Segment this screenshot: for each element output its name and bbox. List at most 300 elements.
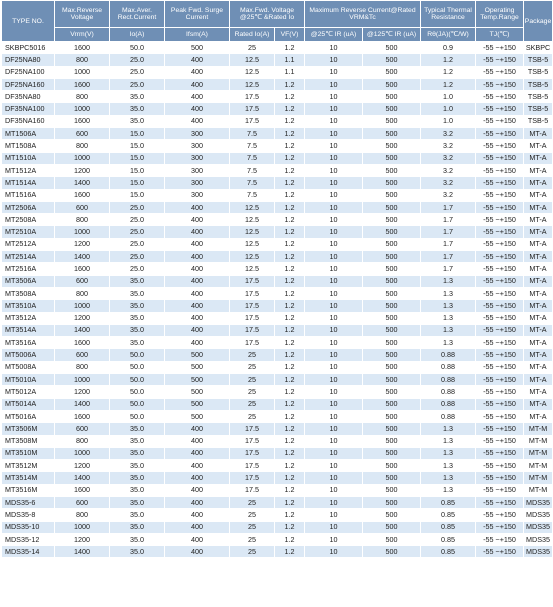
cell-vf: 1.2 (275, 521, 305, 533)
cell-rth: 3.2 (421, 177, 476, 189)
table-row (2, 42, 553, 54)
cell-ir25: 10 (305, 115, 363, 127)
cell-rth: 0.85 (421, 546, 476, 558)
cell-vrrm: 1400 (55, 472, 110, 484)
cell-io: 15.0 (110, 164, 165, 176)
cell-ir25: 10 (305, 140, 363, 152)
cell-package: MT-A (524, 128, 553, 140)
cell-ir25: 10 (305, 275, 363, 287)
cell-ir25: 10 (305, 374, 363, 386)
cell-rth: 0.9 (421, 42, 476, 54)
cell-io: 15.0 (110, 140, 165, 152)
table-row (2, 66, 553, 78)
cell-ir125: 500 (363, 91, 421, 103)
cell-rth: 0.88 (421, 410, 476, 422)
cell-type-no: MT2506A (2, 201, 55, 213)
cell-vf: 1.2 (275, 484, 305, 496)
cell-tj: -55 ~+150 (476, 312, 524, 324)
cell-rth: 1.7 (421, 238, 476, 250)
cell-type-no: MT1512A (2, 164, 55, 176)
table-row (2, 226, 553, 238)
cell-ir125: 500 (363, 128, 421, 140)
cell-tj: -55 ~+150 (476, 66, 524, 78)
cell-tj: -55 ~+150 (476, 189, 524, 201)
cell-ir125: 500 (363, 361, 421, 373)
cell-type-no: MT3514M (2, 472, 55, 484)
cell-ir125: 500 (363, 238, 421, 250)
cell-type-no: SKBPC5016 (2, 42, 55, 54)
cell-rth: 1.3 (421, 484, 476, 496)
cell-vf: 1.2 (275, 496, 305, 508)
cell-ifsm: 400 (165, 521, 230, 533)
cell-vf: 1.2 (275, 509, 305, 521)
cell-rth: 1.7 (421, 251, 476, 263)
cell-rated-io: 25 (230, 410, 275, 422)
cell-package: MT-A (524, 164, 553, 176)
header-max-aver-rect-current: Max.Aver. Rect.Current (110, 1, 165, 28)
cell-ir125: 500 (363, 509, 421, 521)
cell-vf: 1.2 (275, 78, 305, 90)
cell-ifsm: 400 (165, 91, 230, 103)
cell-io: 15.0 (110, 152, 165, 164)
cell-ir125: 500 (363, 275, 421, 287)
cell-io: 15.0 (110, 128, 165, 140)
table-row (2, 214, 553, 226)
cell-type-no: MT3506A (2, 275, 55, 287)
cell-io: 50.0 (110, 398, 165, 410)
cell-ir25: 10 (305, 238, 363, 250)
cell-ifsm: 400 (165, 509, 230, 521)
cell-ifsm: 400 (165, 484, 230, 496)
cell-vf: 1.2 (275, 300, 305, 312)
cell-vf: 1.2 (275, 337, 305, 349)
cell-package: MT-A (524, 361, 553, 373)
cell-rth: 0.85 (421, 509, 476, 521)
cell-ifsm: 300 (165, 152, 230, 164)
table-row (2, 423, 553, 435)
cell-type-no: MT5012A (2, 386, 55, 398)
cell-tj: -55 ~+150 (476, 226, 524, 238)
cell-package: MDS35 (524, 496, 553, 508)
cell-ifsm: 400 (165, 447, 230, 459)
cell-ir125: 500 (363, 251, 421, 263)
cell-rated-io: 12.5 (230, 238, 275, 250)
cell-ir25: 10 (305, 496, 363, 508)
cell-vf: 1.1 (275, 54, 305, 66)
cell-rth: 1.3 (421, 312, 476, 324)
cell-io: 25.0 (110, 226, 165, 238)
cell-io: 50.0 (110, 361, 165, 373)
cell-package: MT-A (524, 300, 553, 312)
cell-type-no: MDS35-14 (2, 546, 55, 558)
cell-io: 25.0 (110, 263, 165, 275)
cell-rated-io: 12.5 (230, 54, 275, 66)
cell-ir25: 10 (305, 226, 363, 238)
cell-vf: 1.2 (275, 374, 305, 386)
cell-type-no: MT3508M (2, 435, 55, 447)
cell-io: 35.0 (110, 521, 165, 533)
cell-ir125: 500 (363, 447, 421, 459)
cell-vrrm: 1000 (55, 66, 110, 78)
cell-vf: 1.2 (275, 472, 305, 484)
cell-io: 35.0 (110, 275, 165, 287)
cell-io: 35.0 (110, 460, 165, 472)
cell-ir125: 500 (363, 435, 421, 447)
cell-ifsm: 400 (165, 251, 230, 263)
cell-rated-io: 25 (230, 398, 275, 410)
cell-package: MT-A (524, 349, 553, 361)
diode-spec-table (1, 0, 553, 558)
cell-ifsm: 400 (165, 533, 230, 545)
table-row (2, 177, 553, 189)
cell-rth: 0.88 (421, 374, 476, 386)
cell-ifsm: 400 (165, 115, 230, 127)
cell-package: MT-M (524, 472, 553, 484)
cell-ifsm: 300 (165, 128, 230, 140)
cell-ir25: 10 (305, 91, 363, 103)
cell-ir125: 500 (363, 472, 421, 484)
cell-rth: 1.2 (421, 66, 476, 78)
cell-vrrm: 1400 (55, 546, 110, 558)
cell-package: TSB-5 (524, 78, 553, 90)
cell-ifsm: 400 (165, 54, 230, 66)
cell-rated-io: 7.5 (230, 128, 275, 140)
cell-rth: 1.0 (421, 91, 476, 103)
cell-ir25: 10 (305, 152, 363, 164)
cell-package: TSB-5 (524, 54, 553, 66)
cell-rated-io: 17.5 (230, 460, 275, 472)
cell-tj: -55 ~+150 (476, 423, 524, 435)
cell-rated-io: 17.5 (230, 472, 275, 484)
cell-ir125: 500 (363, 521, 421, 533)
table-row (2, 91, 553, 103)
cell-type-no: MT2510A (2, 226, 55, 238)
table-row (2, 496, 553, 508)
cell-ir125: 500 (363, 152, 421, 164)
unit-rth: Rθ(JA)(℃/W) (421, 28, 476, 42)
cell-io: 35.0 (110, 287, 165, 299)
cell-package: MT-A (524, 226, 553, 238)
cell-rated-io: 25 (230, 521, 275, 533)
cell-ifsm: 500 (165, 386, 230, 398)
cell-type-no: DF35NA160 (2, 115, 55, 127)
cell-vrrm: 1400 (55, 177, 110, 189)
cell-rth: 0.88 (421, 398, 476, 410)
cell-ir125: 500 (363, 423, 421, 435)
cell-rth: 1.0 (421, 115, 476, 127)
cell-tj: -55 ~+150 (476, 509, 524, 521)
cell-rated-io: 12.5 (230, 226, 275, 238)
cell-ifsm: 400 (165, 435, 230, 447)
cell-io: 35.0 (110, 103, 165, 115)
cell-ir25: 10 (305, 521, 363, 533)
cell-vrrm: 1400 (55, 398, 110, 410)
header-thermal-resistance: Typical Thermal Resistance (421, 1, 476, 28)
cell-package: MT-M (524, 447, 553, 459)
cell-tj: -55 ~+150 (476, 496, 524, 508)
cell-package: MT-A (524, 312, 553, 324)
cell-io: 35.0 (110, 533, 165, 545)
cell-rth: 1.3 (421, 472, 476, 484)
cell-vrrm: 1400 (55, 251, 110, 263)
cell-vf: 1.2 (275, 128, 305, 140)
cell-io: 25.0 (110, 238, 165, 250)
cell-rth: 0.88 (421, 361, 476, 373)
cell-ifsm: 400 (165, 472, 230, 484)
cell-type-no: MDS35-6 (2, 496, 55, 508)
cell-ir25: 10 (305, 398, 363, 410)
cell-ir125: 500 (363, 496, 421, 508)
cell-vf: 1.1 (275, 66, 305, 78)
table-row (2, 103, 553, 115)
table-row (2, 521, 553, 533)
table-row (2, 189, 553, 201)
cell-tj: -55 ~+150 (476, 251, 524, 263)
cell-ifsm: 500 (165, 42, 230, 54)
cell-vrrm: 1600 (55, 484, 110, 496)
unit-ir25: @25℃ IR (uA) (305, 28, 363, 42)
cell-rth: 0.88 (421, 349, 476, 361)
cell-io: 35.0 (110, 509, 165, 521)
cell-tj: -55 ~+150 (476, 447, 524, 459)
cell-rated-io: 12.5 (230, 214, 275, 226)
cell-vf: 1.2 (275, 312, 305, 324)
cell-io: 35.0 (110, 337, 165, 349)
cell-ifsm: 400 (165, 214, 230, 226)
cell-package: MDS35 (524, 521, 553, 533)
cell-ifsm: 500 (165, 410, 230, 422)
cell-type-no: MT5016A (2, 410, 55, 422)
table-row (2, 54, 553, 66)
cell-vf: 1.2 (275, 226, 305, 238)
cell-ir25: 10 (305, 42, 363, 54)
cell-ir25: 10 (305, 386, 363, 398)
table-row (2, 435, 553, 447)
cell-vrrm: 600 (55, 128, 110, 140)
cell-rated-io: 17.5 (230, 324, 275, 336)
cell-rth: 3.2 (421, 152, 476, 164)
cell-vrrm: 600 (55, 349, 110, 361)
cell-tj: -55 ~+150 (476, 374, 524, 386)
cell-ir125: 500 (363, 312, 421, 324)
cell-package: MT-M (524, 460, 553, 472)
cell-io: 50.0 (110, 42, 165, 54)
cell-tj: -55 ~+150 (476, 140, 524, 152)
cell-rated-io: 12.5 (230, 263, 275, 275)
cell-type-no: MT1510A (2, 152, 55, 164)
cell-tj: -55 ~+150 (476, 78, 524, 90)
cell-ir125: 500 (363, 263, 421, 275)
cell-vf: 1.2 (275, 460, 305, 472)
cell-package: MT-A (524, 374, 553, 386)
cell-rth: 1.3 (421, 460, 476, 472)
cell-rated-io: 17.5 (230, 91, 275, 103)
cell-package: MT-A (524, 238, 553, 250)
cell-vrrm: 1000 (55, 374, 110, 386)
cell-ifsm: 300 (165, 164, 230, 176)
cell-type-no: DF25NA160 (2, 78, 55, 90)
cell-package: MT-M (524, 484, 553, 496)
cell-type-no: MT5010A (2, 374, 55, 386)
cell-package: TSB-5 (524, 91, 553, 103)
cell-ir25: 10 (305, 300, 363, 312)
cell-io: 25.0 (110, 214, 165, 226)
cell-vf: 1.2 (275, 152, 305, 164)
cell-vrrm: 600 (55, 496, 110, 508)
cell-io: 35.0 (110, 312, 165, 324)
cell-type-no: MDS35-10 (2, 521, 55, 533)
cell-ir25: 10 (305, 177, 363, 189)
cell-type-no: MT1516A (2, 189, 55, 201)
cell-type-no: DF25NA100 (2, 66, 55, 78)
cell-tj: -55 ~+150 (476, 386, 524, 398)
cell-rated-io: 25 (230, 509, 275, 521)
cell-rth: 1.7 (421, 263, 476, 275)
cell-ir25: 10 (305, 263, 363, 275)
cell-rth: 1.3 (421, 300, 476, 312)
cell-ifsm: 400 (165, 460, 230, 472)
cell-vrrm: 1000 (55, 300, 110, 312)
cell-tj: -55 ~+150 (476, 103, 524, 115)
cell-io: 35.0 (110, 423, 165, 435)
cell-tj: -55 ~+150 (476, 460, 524, 472)
cell-tj: -55 ~+150 (476, 42, 524, 54)
cell-rated-io: 25 (230, 349, 275, 361)
cell-type-no: MT2516A (2, 263, 55, 275)
cell-type-no: MT3516A (2, 337, 55, 349)
cell-ir25: 10 (305, 410, 363, 422)
cell-type-no: DF25NA80 (2, 54, 55, 66)
cell-type-no: MDS35-8 (2, 509, 55, 521)
cell-ir25: 10 (305, 509, 363, 521)
table-row (2, 140, 553, 152)
cell-rth: 1.2 (421, 78, 476, 90)
cell-package: MT-M (524, 435, 553, 447)
cell-ir125: 500 (363, 201, 421, 213)
cell-io: 25.0 (110, 54, 165, 66)
table-row (2, 251, 553, 263)
table-row (2, 300, 553, 312)
table-row (2, 238, 553, 250)
table-body (2, 42, 553, 558)
header-operating-temp-range: Operating Temp.Range (476, 1, 524, 28)
cell-ir125: 500 (363, 42, 421, 54)
cell-vrrm: 1600 (55, 42, 110, 54)
cell-rth: 1.7 (421, 201, 476, 213)
cell-tj: -55 ~+150 (476, 472, 524, 484)
cell-tj: -55 ~+150 (476, 238, 524, 250)
cell-ir125: 500 (363, 177, 421, 189)
cell-tj: -55 ~+150 (476, 152, 524, 164)
cell-vrrm: 1200 (55, 238, 110, 250)
cell-ifsm: 400 (165, 103, 230, 115)
cell-rated-io: 17.5 (230, 115, 275, 127)
cell-io: 35.0 (110, 496, 165, 508)
cell-vrrm: 1600 (55, 263, 110, 275)
cell-io: 50.0 (110, 374, 165, 386)
cell-type-no: MT1514A (2, 177, 55, 189)
cell-type-no: MT5014A (2, 398, 55, 410)
table-row (2, 546, 553, 558)
cell-vrrm: 800 (55, 91, 110, 103)
table-row (2, 263, 553, 275)
cell-rth: 3.2 (421, 164, 476, 176)
cell-rated-io: 25 (230, 374, 275, 386)
cell-type-no: DF35NA100 (2, 103, 55, 115)
cell-rated-io: 12.5 (230, 66, 275, 78)
cell-tj: -55 ~+150 (476, 484, 524, 496)
table-row (2, 509, 553, 521)
cell-io: 35.0 (110, 435, 165, 447)
cell-rated-io: 17.5 (230, 423, 275, 435)
cell-ir125: 500 (363, 484, 421, 496)
cell-ir125: 500 (363, 337, 421, 349)
cell-rth: 1.7 (421, 226, 476, 238)
cell-io: 50.0 (110, 386, 165, 398)
cell-type-no: MT1508A (2, 140, 55, 152)
cell-rth: 1.3 (421, 337, 476, 349)
cell-io: 35.0 (110, 447, 165, 459)
cell-ir25: 10 (305, 484, 363, 496)
table-row (2, 472, 553, 484)
cell-ir125: 500 (363, 214, 421, 226)
cell-ifsm: 500 (165, 374, 230, 386)
cell-tj: -55 ~+150 (476, 263, 524, 275)
table-row (2, 152, 553, 164)
cell-rth: 1.3 (421, 324, 476, 336)
unit-vf: VF(V) (275, 28, 305, 42)
cell-vrrm: 1000 (55, 103, 110, 115)
table-row (2, 128, 553, 140)
cell-rth: 1.2 (421, 54, 476, 66)
cell-vf: 1.2 (275, 42, 305, 54)
cell-rth: 0.85 (421, 533, 476, 545)
cell-tj: -55 ~+150 (476, 349, 524, 361)
cell-type-no: MT3512M (2, 460, 55, 472)
cell-io: 35.0 (110, 472, 165, 484)
cell-ir25: 10 (305, 312, 363, 324)
table-row (2, 533, 553, 545)
cell-vrrm: 800 (55, 435, 110, 447)
cell-ifsm: 300 (165, 140, 230, 152)
cell-tj: -55 ~+150 (476, 201, 524, 213)
cell-io: 25.0 (110, 66, 165, 78)
cell-rated-io: 17.5 (230, 447, 275, 459)
cell-vf: 1.2 (275, 164, 305, 176)
cell-package: MT-A (524, 201, 553, 213)
cell-rth: 1.3 (421, 275, 476, 287)
cell-rth: 0.85 (421, 521, 476, 533)
cell-vf: 1.2 (275, 115, 305, 127)
cell-type-no: MDS35-12 (2, 533, 55, 545)
cell-vf: 1.2 (275, 533, 305, 545)
cell-vf: 1.2 (275, 324, 305, 336)
cell-ir125: 500 (363, 533, 421, 545)
cell-type-no: MT2508A (2, 214, 55, 226)
cell-ir125: 500 (363, 189, 421, 201)
cell-ir25: 10 (305, 214, 363, 226)
cell-type-no: MT5006A (2, 349, 55, 361)
cell-vf: 1.2 (275, 238, 305, 250)
table-row (2, 78, 553, 90)
cell-vrrm: 1200 (55, 533, 110, 545)
table-row (2, 460, 553, 472)
cell-io: 25.0 (110, 78, 165, 90)
cell-package: MT-A (524, 398, 553, 410)
cell-io: 35.0 (110, 324, 165, 336)
cell-rated-io: 25 (230, 546, 275, 558)
table-row (2, 312, 553, 324)
